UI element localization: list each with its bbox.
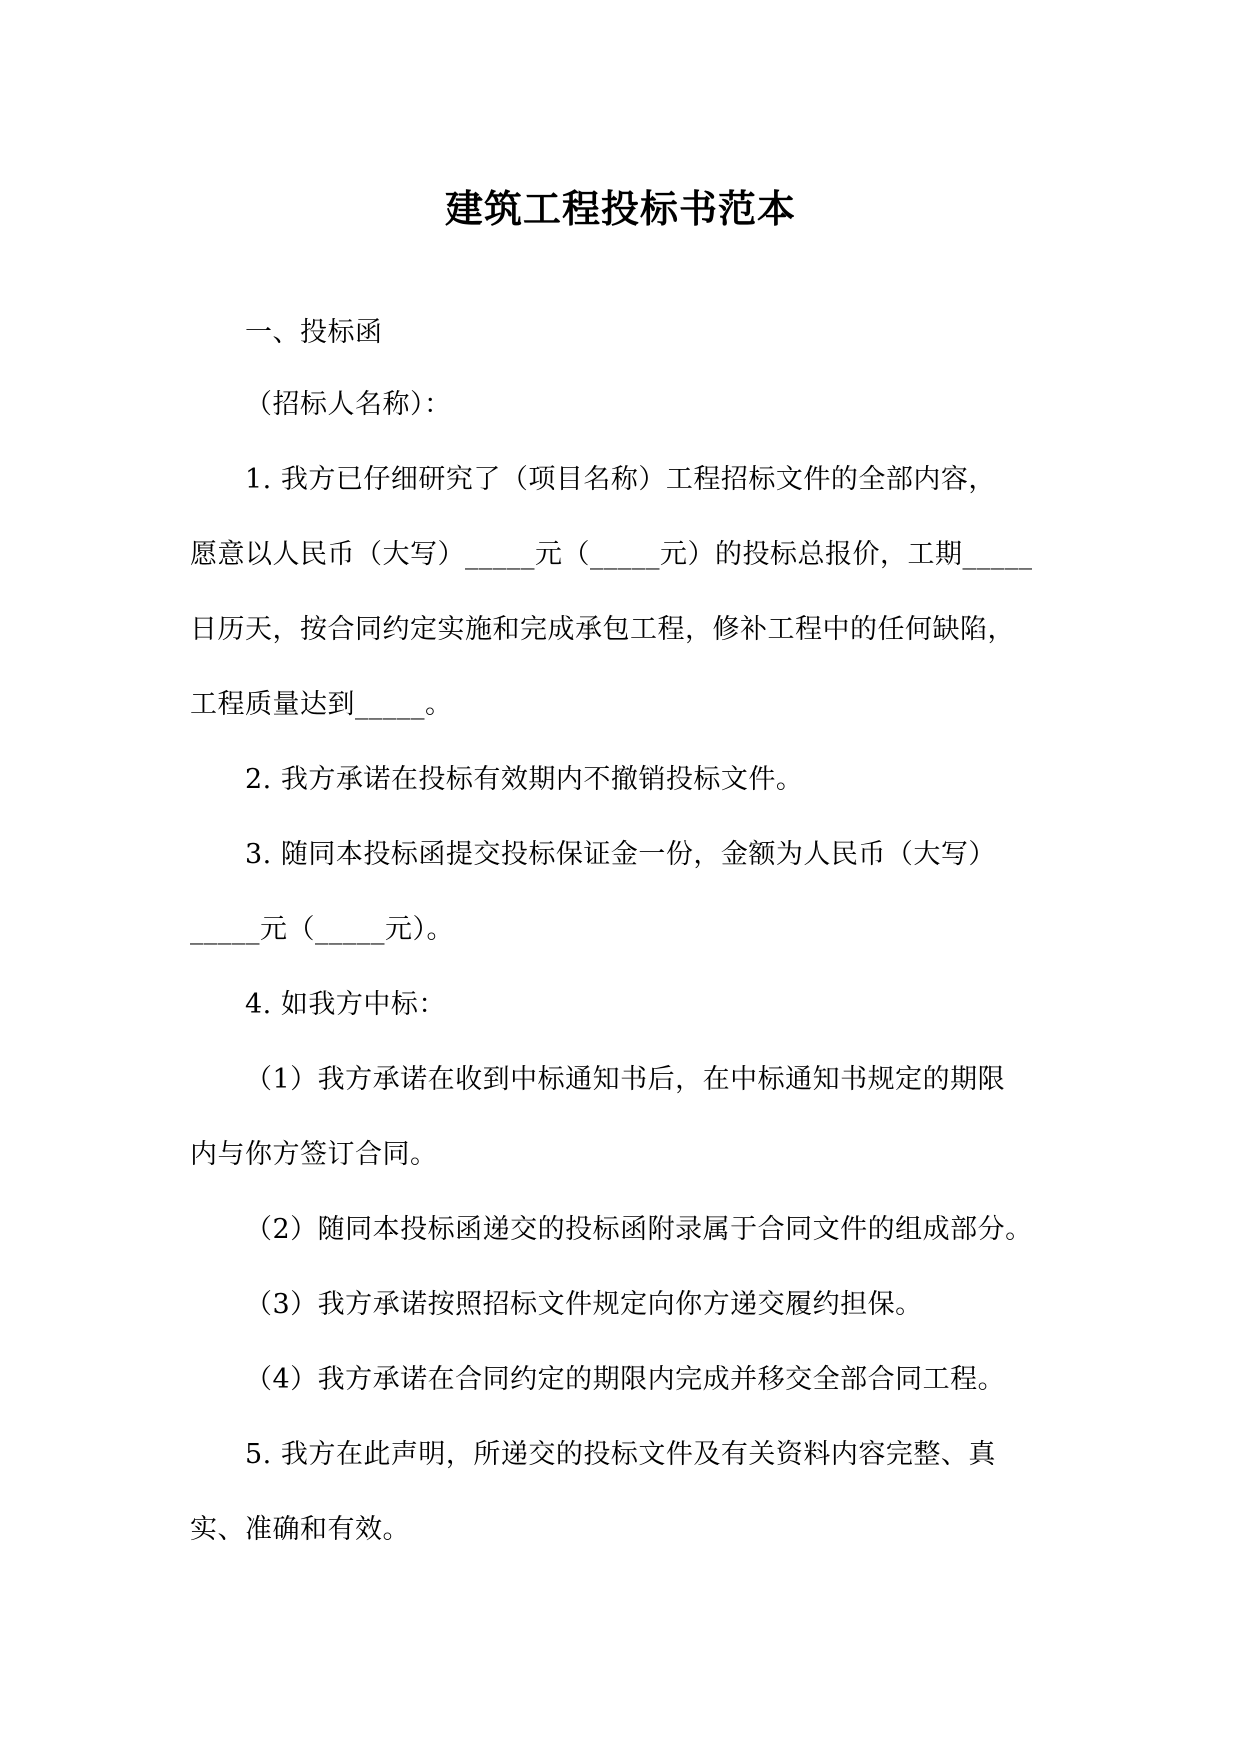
paragraph-line: 3. 随同本投标函提交投标保证金一份，金额为人民币（大写） <box>245 839 996 870</box>
paragraph-line: _____元（_____元）。 <box>190 914 454 945</box>
paragraph-line: 4. 如我方中标： <box>245 989 446 1020</box>
paragraph-line: 工程质量达到_____。 <box>190 689 453 720</box>
paragraph-line: （1）我方承诺在收到中标通知书后，在中标通知书规定的期限 <box>245 1064 1006 1095</box>
section-heading: 一、投标函 <box>245 317 383 348</box>
paragraph-line: 5. 我方在此声明，所递交的投标文件及有关资料内容完整、真 <box>245 1439 996 1470</box>
paragraph-line: （4）我方承诺在合同约定的期限内完成并移交全部合同工程。 <box>245 1364 1006 1395</box>
paragraph-line: 实、准确和有效。 <box>190 1514 410 1545</box>
paragraph-line: （2）随同本投标函递交的投标函附录属于合同文件的组成部分。 <box>245 1214 1033 1245</box>
paragraph-line: 愿意以人民币（大写）_____元（_____元）的投标总报价，工期_____ <box>190 539 1033 570</box>
paragraph-line: 2. 我方承诺在投标有效期内不撤销投标文件。 <box>245 764 804 795</box>
paragraph-line: 日历天，按合同约定实施和完成承包工程，修补工程中的任何缺陷， <box>190 614 1015 645</box>
paragraph-line: 1. 我方已仔细研究了（项目名称）工程招标文件的全部内容， <box>245 464 996 495</box>
paragraph-line: （3）我方承诺按照招标文件规定向你方递交履约担保。 <box>245 1289 923 1320</box>
document-title: 建筑工程投标书范本 <box>444 186 796 231</box>
paragraph-line: 内与你方签订合同。 <box>190 1139 438 1170</box>
addressee-line: （招标人名称）： <box>245 389 452 420</box>
